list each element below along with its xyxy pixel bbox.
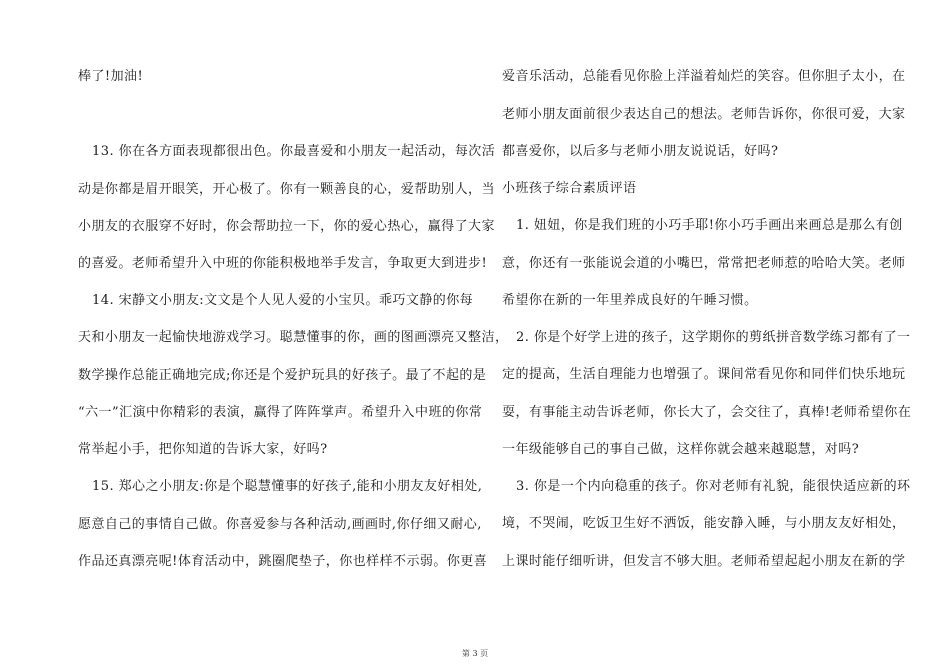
text-line: 数学操作总能正确地完成;你还是个爱护玩具的好孩子。最了不起的是 xyxy=(78,368,487,383)
text-line: 境，不哭闹，吃饭卫生好不洒饭，能安静入睡，与小朋友友好相处， xyxy=(502,516,906,531)
section-title: 小班孩子综合素质评语 xyxy=(502,181,637,196)
text-line: 愿意自己的事情自己做。你喜爱参与各种活动,画画时,你仔细又耐心, xyxy=(78,517,482,532)
text-line: 15. 郑心之小朋友:你是个聪慧懂事的好孩子,能和小朋友友好相处, xyxy=(92,479,483,494)
text-line: 3. 你是一个内向稳重的孩子。你对老师有礼貌，能很快适应新的环 xyxy=(516,479,911,494)
text-line: 作品还真漂亮呢!体育活动中，跳圈爬垫子，你也样样不示弱。你更喜 xyxy=(78,554,488,569)
text-line: “六一”汇演中你精彩的表演，赢得了阵阵掌声。希望升入中班的你常 xyxy=(78,405,483,420)
text-line: 小朋友的衣服穿不好时，你会帮助拉一下，你的爱心热心，赢得了大家 xyxy=(78,219,495,234)
page-number: 第 3 页 xyxy=(461,649,489,658)
text-line: 13. 你在各方面表现都很出色。你最喜爱和小朋友一起活动，每次活 xyxy=(92,144,496,159)
text-line: 爱音乐活动，总能看见你脸上洋溢着灿烂的笑容。但你胆子太小，在 xyxy=(502,69,906,84)
text-line: 天和小朋友一起愉快地游戏学习。聪慧懂事的你，画的图画漂亮又整洁， xyxy=(78,330,509,345)
text-line: 老师小朋友面前很少表达自己的想法。老师告诉你，你很可爱，大家 xyxy=(502,107,906,122)
text-line: 希望你在新的一年里养成良好的午睡习惯。 xyxy=(502,293,758,308)
text-line: 意，你还有一张能说会道的小嘴巴，常常把老师惹的哈哈大笑。老师 xyxy=(502,256,906,271)
text-line: 2. 你是个好学上进的孩子，这学期你的剪纸拼音数学练习都有了一 xyxy=(516,330,911,345)
text-line: 都喜爱你，以后多与老师小朋友说说话，好吗? xyxy=(502,144,779,159)
text-line: 14. 宋静文小朋友:文文是个人见人爱的小宝贝。乖巧文静的你每 xyxy=(92,293,474,308)
text-line: 的喜爱。老师希望升入中班的你能积极地举手发言，争取更大到进步! xyxy=(78,256,488,271)
text-line: 动是你都是眉开眼笑，开心极了。你有一颗善良的心，爱帮助别人，当 xyxy=(78,182,495,197)
text-line: 常举起小手，把你知道的告诉大家，好吗? xyxy=(78,442,328,457)
text-line: 棒了!加油! xyxy=(78,69,144,84)
text-line: 上课时能仔细听讲，但发言不够大胆。老师希望起起小朋友在新的学 xyxy=(502,554,906,569)
text-line: 1. 妞妞，你是我们班的小巧手耶!你小巧手画出来画总是那么有创 xyxy=(516,218,903,233)
text-line: 耍，有事能主动告诉老师，你长大了，会交往了，真棒!老师希望你在 xyxy=(502,405,912,420)
text-line: 一年级能够自己的事自己做，这样你就会越来越聪慧，对吗? xyxy=(502,442,860,457)
text-line: 定的提高，生活自理能力也增强了。课间常看见你和同伴们快乐地玩 xyxy=(502,367,906,382)
